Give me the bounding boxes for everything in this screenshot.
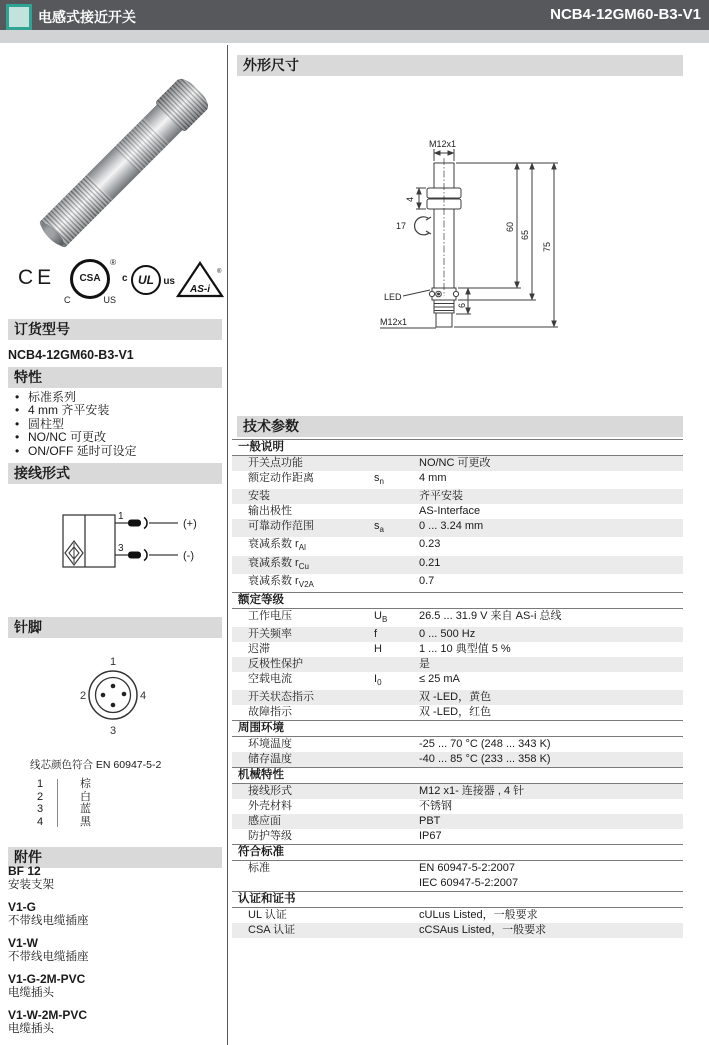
csa-circle: CSA <box>70 259 110 299</box>
dim-65-label: 65 <box>520 229 530 240</box>
spec-row <box>232 672 683 690</box>
spec-group-title: 机械特性 <box>232 767 683 784</box>
feature-item: • 圆柱型 <box>14 418 214 431</box>
section-title-specs: 技术参数 <box>237 416 683 437</box>
spec-row <box>232 519 683 537</box>
wire-pin-number: 4 <box>36 815 44 828</box>
ce-mark-icon: CE <box>18 266 56 289</box>
ul-circle: UL <box>131 265 161 295</box>
wire-3-label: 3 <box>118 543 124 554</box>
spec-symbol: $s_n$ <box>374 472 384 487</box>
spec-label: 可靠动作范围 <box>248 520 314 533</box>
wire-plus-label: (+) <box>183 518 197 530</box>
spec-row <box>232 627 683 642</box>
connector-pinout-diagram <box>58 645 168 745</box>
spec-row <box>232 923 683 938</box>
wire-color-divider <box>57 779 58 827</box>
spec-symbol <box>374 829 419 844</box>
column-divider <box>227 45 228 1045</box>
spec-value: 0 ... 3.24 mm <box>419 520 484 533</box>
spec-row <box>232 657 683 672</box>
spec-symbol <box>374 861 419 891</box>
spec-symbol <box>374 574 419 592</box>
spec-label: 额定动作距离 <box>248 472 314 484</box>
spec-row <box>232 829 683 844</box>
spec-label: 衰减系数 $r_{V2A}$ <box>248 574 314 589</box>
spec-value: NO/NC 可更改 <box>419 457 491 469</box>
spec-value: -40 ... 85 °C (233 ... 358 K) <box>419 753 551 766</box>
spec-label: 开关频率 <box>248 628 292 641</box>
spec-value: 0.21 <box>419 556 441 569</box>
wire-color-name: 棕 <box>80 778 91 790</box>
spec-row <box>232 504 683 519</box>
accessory-description: 电缆插头 <box>8 1023 54 1035</box>
spec-row <box>232 471 683 489</box>
dim-m12-top-label: M12x1 <box>429 139 457 149</box>
spec-row <box>232 705 683 720</box>
spec-symbol <box>374 814 419 829</box>
wire-color-row <box>30 816 91 829</box>
spec-symbol <box>374 705 419 720</box>
thread-rear <box>114 118 169 173</box>
spec-value: ≤ 25 mA <box>419 673 460 686</box>
asi-text: AS-i <box>190 284 210 295</box>
accessory-model: V1-G <box>8 900 37 914</box>
spec-group-title: 符合标准 <box>232 844 683 861</box>
spec-value: 是 <box>419 658 430 671</box>
spec-symbol: $I_0$ <box>374 673 382 688</box>
spec-row <box>232 609 683 627</box>
dim-75-label: 75 <box>542 241 552 252</box>
spec-symbol <box>374 737 419 752</box>
brand-square-icon <box>6 4 32 30</box>
spec-row <box>232 537 683 555</box>
spec-value: -25 ... 70 °C (248 ... 343 K) <box>419 738 551 751</box>
spec-label: 开关点功能 <box>248 457 303 469</box>
wire-1-label: 1 <box>118 511 124 522</box>
wire-color-row <box>30 791 91 804</box>
spec-symbol <box>374 923 419 938</box>
spec-label: 反极性保护 <box>248 658 303 671</box>
spec-symbol <box>374 908 419 923</box>
dim-60-label: 60 <box>505 221 515 232</box>
spec-row <box>232 690 683 705</box>
header-model-number: NCB4-12GM60-B3-V1 <box>550 6 701 23</box>
wire-color-row <box>30 803 91 816</box>
spec-label: UL 认证 <box>248 909 287 922</box>
spec-value: AS-Interface <box>419 505 481 518</box>
spec-row <box>232 456 683 471</box>
spec-group-title: 认证和证书 <box>232 891 683 908</box>
wire-pin-number: 2 <box>36 790 44 803</box>
wire-pin-number: 3 <box>36 803 44 815</box>
csa-c-label: C <box>64 295 71 305</box>
spec-symbol <box>374 489 419 504</box>
spec-value: 0.23 <box>419 538 441 551</box>
wire-color-row <box>30 778 91 791</box>
csa-registered-label: ® <box>110 258 116 267</box>
ul-c-label: c <box>122 273 128 284</box>
asi-registered: ® <box>217 269 222 275</box>
spec-row <box>232 784 683 799</box>
section-title-accessories: 附件 <box>8 847 222 868</box>
csa-us-label: US <box>103 295 116 305</box>
spec-symbol: $U_B$ <box>374 609 388 625</box>
accessory-description: 安装支架 <box>8 879 54 891</box>
spec-label: 标准 <box>248 862 270 875</box>
dim-m12-bottom-label: M12x1 <box>380 317 408 327</box>
spec-row <box>232 814 683 829</box>
spec-label: 接线形式 <box>248 785 292 798</box>
spec-label: 衰减系数 $r_{Al}$ <box>248 538 306 553</box>
spec-symbol: f <box>374 628 378 641</box>
spec-row <box>232 642 683 657</box>
accessory-description: 电缆插头 <box>8 987 54 999</box>
spec-value: 齐平安装 <box>419 490 463 503</box>
connector-head <box>154 75 212 133</box>
wire-color-name: 黑 <box>80 815 91 828</box>
spec-symbol <box>374 799 419 814</box>
header-bar <box>0 0 709 30</box>
spec-symbol <box>374 537 419 555</box>
plug-symbol-1 <box>128 520 141 527</box>
spec-row <box>232 489 683 504</box>
spec-group-title: 额定等级 <box>232 592 683 609</box>
spec-row <box>232 574 683 592</box>
section-title-dimensions: 外形尺寸 <box>237 55 683 76</box>
feature-item: • ON/OFF 延时可设定 <box>14 445 214 458</box>
pin-1-label: 1 <box>109 656 117 668</box>
accessory-model: V1-W-2M-PVC <box>8 1008 88 1022</box>
spec-symbol <box>374 784 419 799</box>
dim-17-label: 17 <box>396 221 407 231</box>
page-title: 电感式接近开关 <box>38 9 136 25</box>
section-title-order-number: 订货型号 <box>8 319 222 340</box>
spec-label: 开关状态指示 <box>248 691 314 704</box>
spec-value: cULus Listed，一般要求 <box>419 909 538 922</box>
spec-label: 输出极性 <box>248 505 292 518</box>
spec-label: 环境温度 <box>248 738 292 751</box>
spec-value: M12 x1- 连接器 , 4 针 <box>419 785 525 798</box>
section-title-features: 特性 <box>8 367 222 388</box>
header-underline-strip <box>0 30 709 43</box>
feature-item: • 标准系列 <box>14 391 214 404</box>
spec-value: 26.5 ... 31.9 V 来自 AS-i 总线 <box>419 609 562 622</box>
spec-group-title: 一般说明 <box>232 439 683 456</box>
spec-label: 外壳材料 <box>248 800 292 813</box>
accessory-model: V1-W <box>8 936 38 950</box>
spec-label: 衰减系数 $r_{Cu}$ <box>248 556 309 571</box>
spec-label: 安装 <box>248 490 270 503</box>
spec-symbol <box>374 752 419 767</box>
as-interface-logo-icon <box>176 261 224 299</box>
ul-logo-icon <box>122 264 178 298</box>
accessory-description: 不带线电缆插座 <box>8 951 89 963</box>
spec-row <box>232 737 683 752</box>
pin-3-label: 3 <box>109 725 117 737</box>
csa-logo-icon <box>64 257 118 307</box>
wire-minus-label: (-) <box>183 550 194 562</box>
spec-row <box>232 752 683 767</box>
spec-label: 迟滞 <box>248 643 270 656</box>
spec-value: 0 ... 500 Hz <box>419 628 476 641</box>
spec-value: 双 -LED，黄色 <box>419 691 492 704</box>
dimension-drawing <box>372 128 602 336</box>
wire-color-table <box>30 778 91 828</box>
accessory-model: BF 12 <box>8 864 41 878</box>
spec-table <box>232 439 683 938</box>
spec-symbol <box>374 504 419 519</box>
order-model-number: NCB4-12GM60-B3-V1 <box>8 348 134 362</box>
spec-value: IP67 <box>419 830 442 843</box>
spec-label: 感应面 <box>248 815 281 828</box>
pin-2-label: 2 <box>79 690 87 702</box>
product-photo <box>30 75 210 250</box>
spec-value: EN 60947-5-2:2007 IEC 60947-5-2:2007 <box>419 862 519 890</box>
spec-value: 1 ... 10 典型值 5 % <box>419 643 511 656</box>
accessory-model: V1-G-2M-PVC <box>8 972 86 986</box>
spec-symbol <box>374 556 419 574</box>
spec-row <box>232 908 683 923</box>
spec-label: 故障指示 <box>248 706 292 719</box>
dim-6-label: 6 <box>457 302 467 308</box>
plug-symbol-3 <box>128 552 141 559</box>
dim-led-label: LED <box>384 292 402 302</box>
spec-value: 0.7 <box>419 574 435 587</box>
spec-value: PBT <box>419 815 441 828</box>
feature-item: • NO/NC 可更改 <box>14 431 214 444</box>
spec-value: 双 -LED，红色 <box>419 706 492 719</box>
spec-symbol: $s_a$ <box>374 520 384 535</box>
features-list <box>14 391 214 458</box>
feature-item: • 4 mm 齐平安装 <box>14 404 214 417</box>
wire-color-name: 蓝 <box>80 803 91 815</box>
wiring-diagram <box>25 495 215 590</box>
spec-value: 不锈钢 <box>419 800 452 813</box>
dim-4-label: 4 <box>405 196 415 202</box>
spec-symbol: H <box>374 643 382 656</box>
spec-label: 防护等级 <box>248 830 292 843</box>
section-title-connection: 接线形式 <box>8 463 222 484</box>
pin-4-label: 4 <box>139 690 147 702</box>
accessory-description: 不带线电缆插座 <box>8 915 89 927</box>
spec-group-title: 周围环境 <box>232 720 683 737</box>
spec-label: CSA 认证 <box>248 924 296 937</box>
spec-row <box>232 799 683 814</box>
spec-value: 4 mm <box>419 472 447 484</box>
spec-symbol <box>374 657 419 672</box>
spec-label: 储存温度 <box>248 753 292 766</box>
section-title-pins: 针脚 <box>8 617 222 638</box>
spec-symbol <box>374 456 419 471</box>
ul-us-label: us <box>163 276 175 287</box>
sensor-cylinder-image <box>38 77 211 250</box>
spec-value: cCSAus Listed，一般要求 <box>419 924 547 937</box>
spec-label: 空载电流 <box>248 673 292 686</box>
spec-row <box>232 556 683 574</box>
wire-color-note: 线芯颜色符合 EN 60947-5-2 <box>30 759 162 771</box>
spec-label: 工作电压 <box>248 609 292 622</box>
spec-symbol <box>374 690 419 705</box>
accessories-list <box>8 864 222 1036</box>
spec-row <box>232 861 683 891</box>
wire-pin-number: 1 <box>36 778 44 790</box>
wire-color-name: 白 <box>80 790 91 803</box>
